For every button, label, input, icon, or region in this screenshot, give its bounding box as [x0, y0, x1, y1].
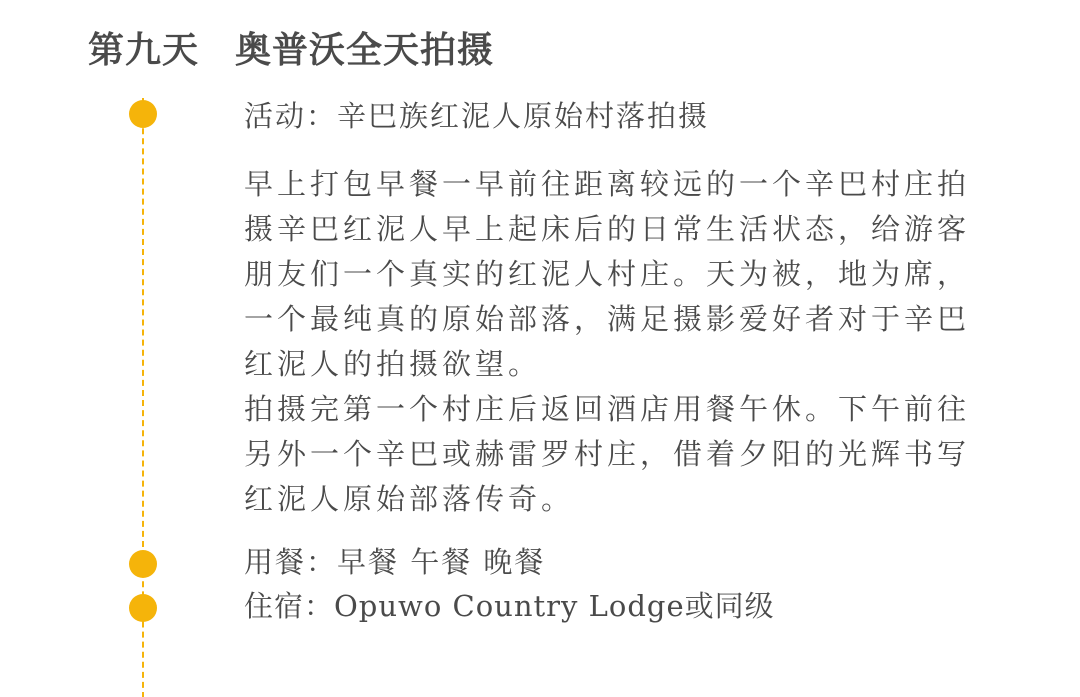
description-line: 一个最纯真的原始部落，满足摄影爱好者对于辛巴: [244, 302, 971, 336]
day-name: 奥普沃全天拍摄: [235, 30, 495, 71]
meals-text: 用餐：早餐 午餐 晚餐: [244, 545, 546, 579]
description-line: 早上打包早餐一早前往距离较远的一个辛巴村庄拍: [244, 167, 971, 201]
description-line: 摄辛巴红泥人早上起床后的日常生活状态，给游客: [244, 212, 971, 246]
description-line: 红泥人原始部落传奇。: [244, 482, 575, 516]
description-line: 拍摄完第一个村庄后返回酒店用餐午休。下午前往: [244, 392, 971, 426]
day-number: 第九天: [88, 30, 200, 71]
description-line: 红泥人的拍摄欲望。: [244, 347, 542, 381]
timeline-dot-lodging: [129, 594, 157, 622]
lodging-text: 住宿：Opuwo Country Lodge或同级: [244, 589, 775, 623]
timeline-dot-activity: [129, 100, 157, 128]
activity-text: 活动：辛巴族红泥人原始村落拍摄: [244, 99, 710, 133]
day-title: [88, 22, 494, 73]
timeline-dot-meals: [129, 550, 157, 578]
description-line: 另外一个辛巴或赫雷罗村庄，借着夕阳的光辉书写: [244, 437, 971, 471]
description: [244, 162, 970, 522]
description-line: 朋友们一个真实的红泥人村庄。天为被，地为席，: [244, 257, 971, 291]
